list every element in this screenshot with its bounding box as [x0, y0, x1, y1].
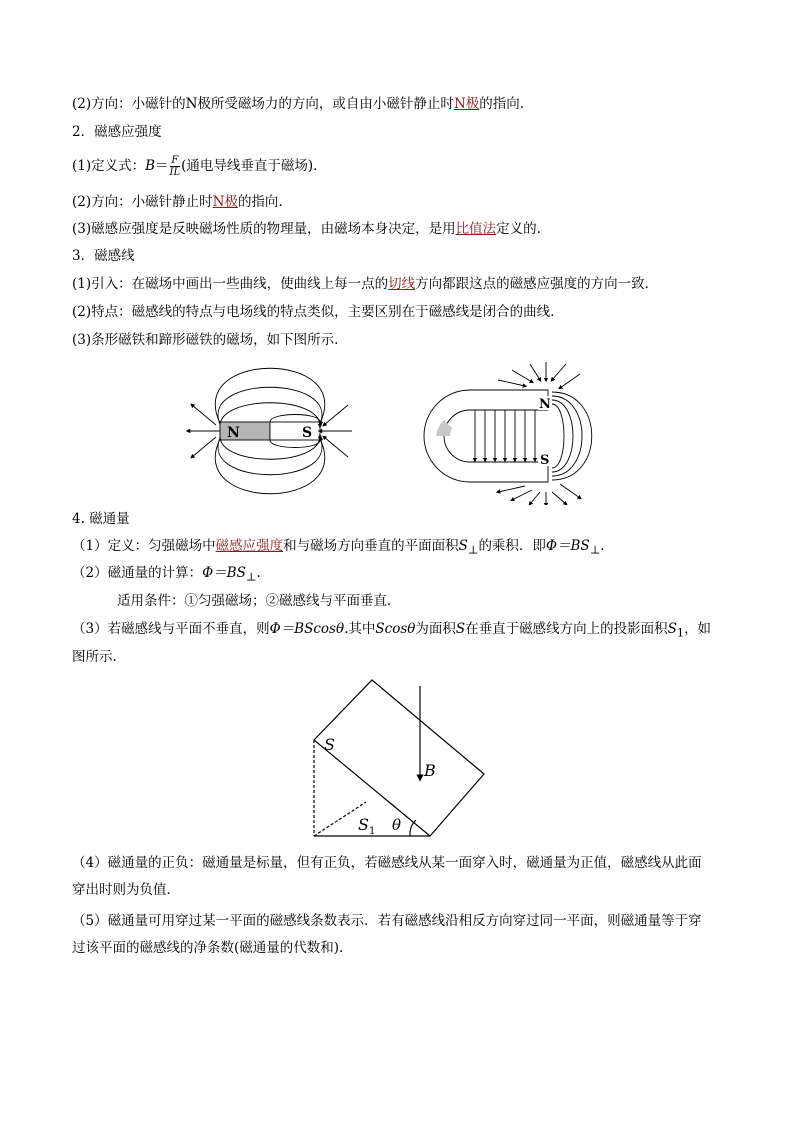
symbol: S — [455, 621, 466, 637]
text-line: 穿出时则为负值． — [72, 882, 180, 898]
text: (3)磁感应强度是反映磁场性质的物理量，由磁场本身决定，是用 — [72, 221, 456, 237]
text-line — [72, 192, 283, 212]
symbol: S — [458, 538, 468, 554]
subscript: ⊥ — [245, 570, 257, 584]
underlined-term: 比值法 — [455, 221, 497, 237]
bar-s-label: S — [302, 425, 313, 441]
text: (1)引入：在磁场中画出一些曲线，使曲线上每一点的 — [72, 276, 389, 292]
subscript: 1 — [676, 626, 685, 640]
text: （3）若磁感线与平面不垂直，则 — [72, 621, 270, 637]
formula: Φ＝BS — [202, 565, 246, 581]
text-line: （4）磁通量的正负：磁通量是标量，但有正负，若磁感线从某一面穿入时，磁通量为正值，磁感线从此面 — [72, 855, 702, 871]
formula: cosθ — [313, 621, 345, 637]
text-line: (3)条形磁铁和蹄形磁铁的磁场，如下图所示. — [72, 332, 339, 348]
formula-line — [72, 155, 327, 178]
fraction — [170, 155, 181, 178]
text-line — [72, 94, 524, 114]
text: (2)方向：小磁针静止时 — [72, 194, 213, 210]
text: .其中 — [344, 621, 376, 637]
underlined-term: 切线 — [388, 276, 416, 292]
text-line — [72, 274, 658, 294]
text-line — [72, 219, 541, 239]
formula: Φ＝BS — [545, 538, 590, 554]
bar-magnet — [188, 368, 352, 494]
text-line: （5）磁通量可用穿过某一平面的磁感线条数表示．若有磁感线沿相反方向穿过同一平面，则磁通量等于穿 — [72, 913, 702, 929]
label-b: B — [424, 761, 436, 780]
magnet-field-figure — [180, 360, 620, 505]
text: 的指向. — [237, 194, 283, 210]
label-s1-sub: 1 — [368, 826, 376, 837]
text-line — [72, 536, 605, 561]
formula: Φ＝BS — [269, 621, 314, 637]
horseshoe-magnet — [424, 362, 592, 505]
denominator: IL — [169, 167, 181, 178]
formula: cosθ — [384, 621, 416, 637]
section-heading: 2．磁感应强度 — [72, 124, 162, 140]
text: . — [256, 565, 261, 581]
text-line: (2)特点：磁感线的特点与电场线的特点类似，主要区别在于磁感线是闭合的曲线. — [72, 304, 555, 320]
text: 的乘积．即 — [478, 538, 546, 554]
numerator: F — [171, 155, 179, 166]
flux-projection-figure — [300, 670, 500, 845]
horseshoe-s-label: S — [540, 453, 550, 468]
label-s: S — [324, 735, 335, 754]
section-heading: 3．磁感线 — [72, 248, 135, 264]
symbol: S — [667, 621, 677, 637]
text: ＝ — [155, 158, 169, 174]
horseshoe-n-label: N — [539, 397, 551, 412]
text-line — [72, 563, 261, 588]
label-s1 — [358, 815, 375, 837]
text: 为面积 — [415, 621, 456, 637]
text: 在垂直于磁感线方向上的投影面积 — [465, 621, 668, 637]
text: (2)方向：小磁针的N极所受磁场力的方向，或自由小磁针静止时 — [72, 96, 454, 112]
plane-s — [314, 680, 484, 836]
text: 方向都跟这点的磁感应强度的方向一致． — [415, 276, 659, 292]
text-line: 过该平面的磁感线的净条数(磁通量的代数和). — [72, 940, 344, 956]
text: ，如 — [684, 621, 712, 637]
symbol: S — [375, 621, 385, 637]
text: 的指向. — [479, 96, 525, 112]
text-line: 图所示. — [72, 649, 117, 665]
label-theta: θ — [392, 816, 402, 834]
subscript: ⊥ — [467, 543, 479, 557]
bar-n-label: N — [227, 425, 240, 441]
underlined-term: N极 — [453, 96, 480, 112]
text: （2）磁通量的计算： — [72, 565, 203, 581]
text: (通电导线垂直于磁场)． — [181, 158, 327, 174]
section-heading: 4. 磁通量 — [72, 511, 130, 527]
text: 和与磁场方向垂直的平面面积 — [283, 538, 459, 554]
text-line — [72, 619, 711, 644]
text: （1）定义：匀强磁场中 — [72, 538, 216, 554]
symbol: B — [145, 158, 156, 174]
underlined-term: 磁感应强度 — [215, 538, 284, 554]
subscript: ⊥ — [589, 543, 601, 557]
text: (1)定义式： — [72, 158, 146, 174]
text: . — [600, 538, 605, 554]
text-line: 适用条件：①匀强磁场；②磁感线与平面垂直． — [117, 593, 401, 609]
text: 定义的. — [496, 221, 541, 237]
underlined-term: N极 — [212, 194, 238, 210]
label-s1-main: S — [358, 815, 369, 834]
